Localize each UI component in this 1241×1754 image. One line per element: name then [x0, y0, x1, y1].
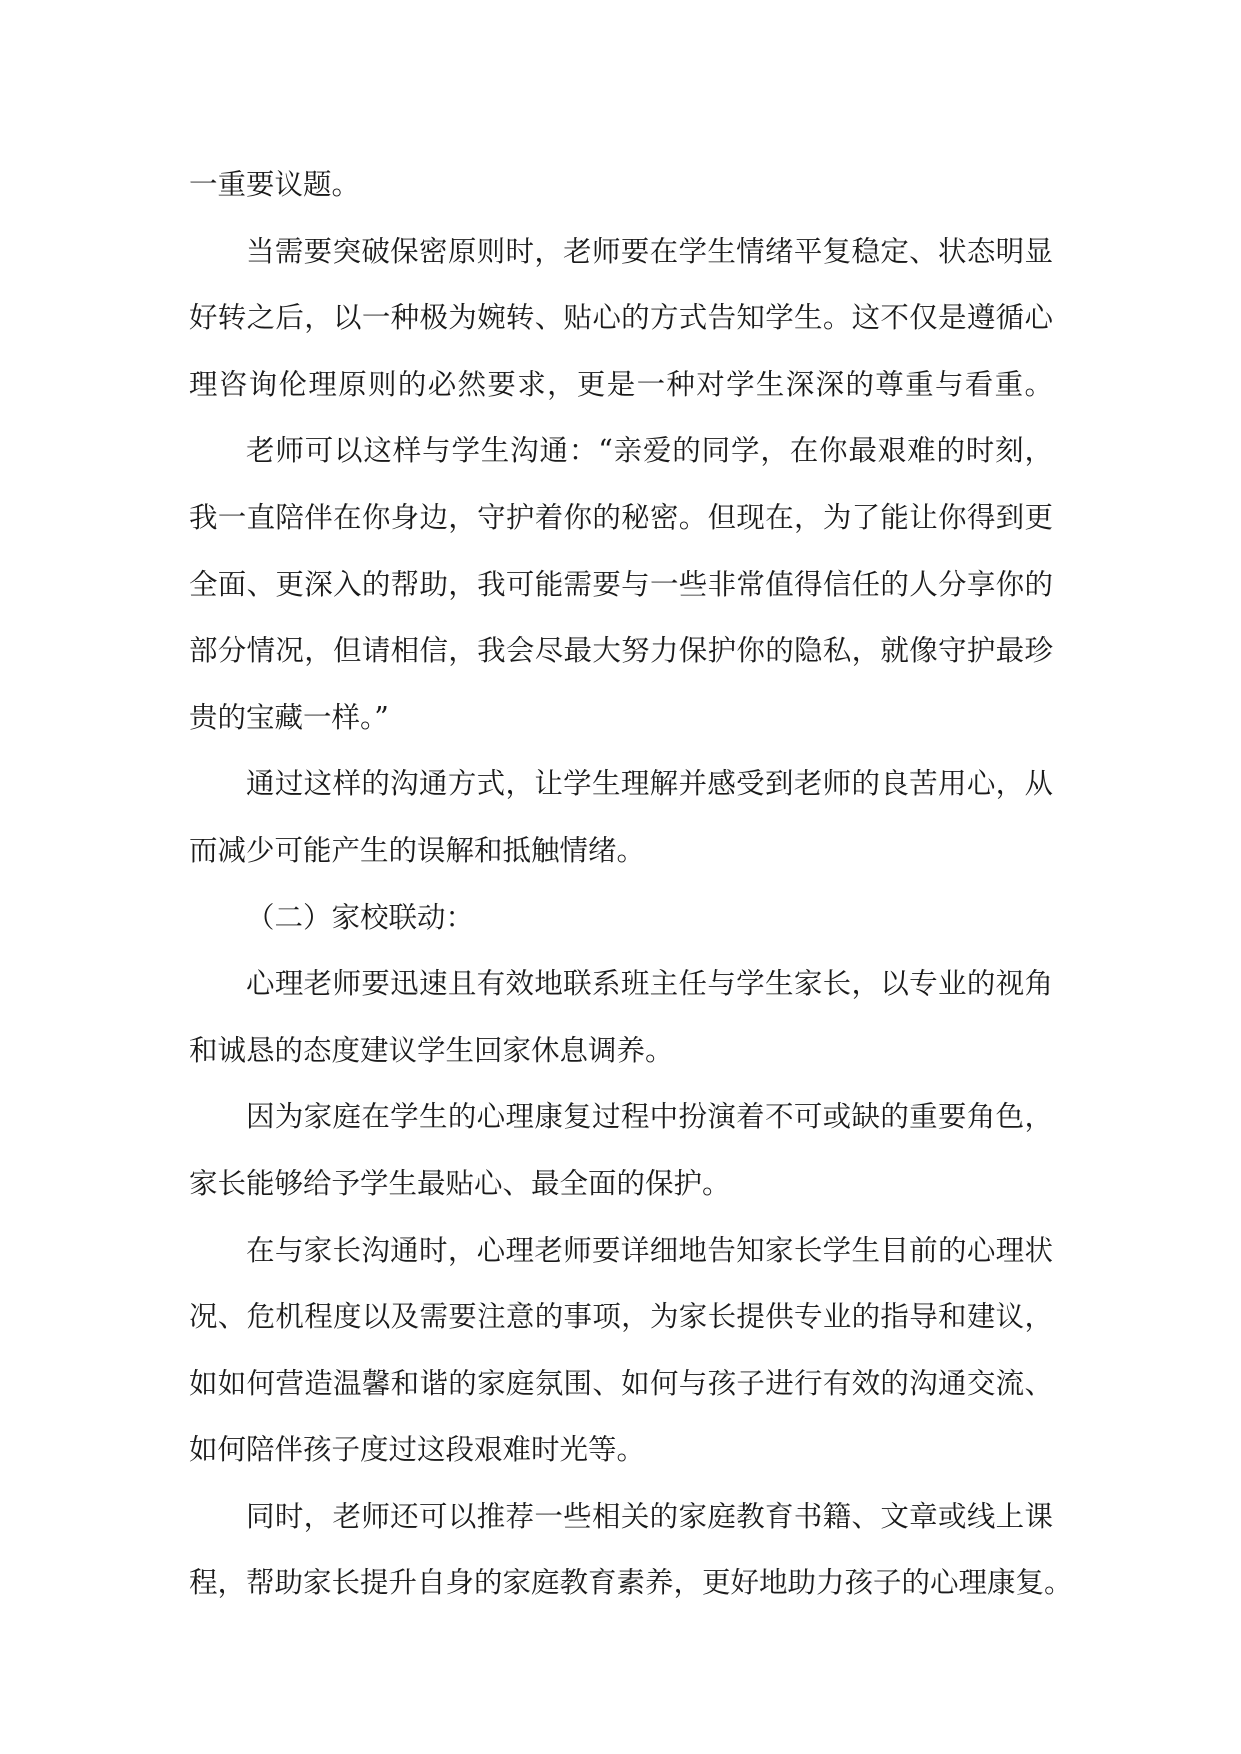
- text-line: 况、危机程度以及需要注意的事项，为家长提供专业的指导和建议，: [189, 1300, 1053, 1334]
- text-line: 好转之后，以一种极为婉转、贴心的方式告知学生。这不仅是遵循心: [189, 301, 1053, 335]
- text-line: 同时，老师还可以推荐一些相关的家庭教育书籍、文章或线上课: [246, 1499, 1053, 1533]
- text-line: 我一直陪伴在你身边，守护着你的秘密。但现在，为了能让你得到更: [189, 500, 1053, 534]
- text-line: 老师可以这样与学生沟通：“亲爱的同学，在你最艰难的时刻，: [246, 434, 1053, 468]
- text-line: 一重要议题。: [189, 168, 361, 201]
- text-line: 贵的宝藏一样。”: [189, 700, 389, 734]
- text-line: 程，帮助家长提升自身的家庭教育素养，更好地助力孩子的心理康复。: [189, 1566, 1073, 1600]
- section-heading: （二）家校联动：: [246, 900, 475, 934]
- text-line: 理咨询伦理原则的必然要求，更是一种对学生深深的尊重与看重。: [189, 367, 1053, 401]
- text-line: 心理老师要迅速且有效地联系班主任与学生家长，以专业的视角: [246, 967, 1053, 1001]
- text-line: 如如何营造温馨和谐的家庭氛围、如何与孩子进行有效的沟通交流、: [189, 1366, 1053, 1400]
- text-line: 家长能够给予学生最贴心、最全面的保护。: [189, 1166, 731, 1200]
- text-line: 和诚恳的态度建议学生回家休息调养。: [189, 1033, 674, 1067]
- text-line: 因为家庭在学生的心理康复过程中扮演着不可或缺的重要角色，: [246, 1100, 1053, 1134]
- text-line: 当需要突破保密原则时，老师要在学生情绪平复稳定、状态明显: [246, 234, 1053, 268]
- text-line: 通过这样的沟通方式，让学生理解并感受到老师的良苦用心，从: [246, 767, 1053, 801]
- text-line: 部分情况，但请相信，我会尽最大努力保护你的隐私，就像守护最珍: [189, 634, 1053, 668]
- text-line: 而减少可能产生的误解和抵触情绪。: [189, 833, 646, 867]
- text-line: 如何陪伴孩子度过这段艰难时光等。: [189, 1433, 646, 1467]
- text-line: 全面、更深入的帮助，我可能需要与一些非常值得信任的人分享你的: [189, 567, 1053, 601]
- text-line: 在与家长沟通时，心理老师要详细地告知家长学生目前的心理状: [246, 1233, 1053, 1267]
- body-text: [189, 152, 1073, 1617]
